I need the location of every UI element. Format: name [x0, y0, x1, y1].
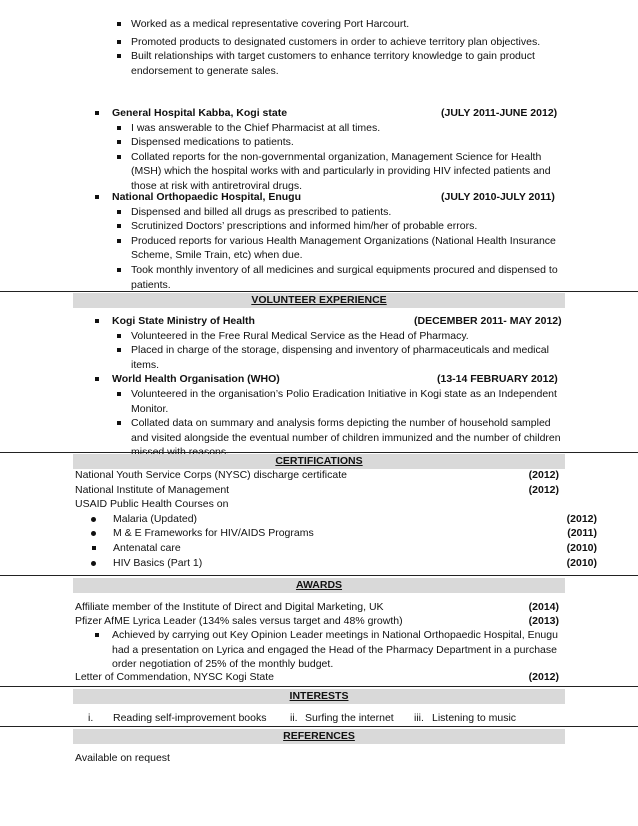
job-title-row — [0, 190, 638, 205]
bullet-dot-icon — [91, 561, 96, 566]
bullet-dot-icon — [91, 517, 96, 522]
award-text: Affiliate member of the Institute of Direct and Digital Marketing, UK — [75, 601, 384, 613]
cert-text: National Institute of Management — [75, 484, 230, 496]
course-text: Antenatal care — [113, 542, 181, 554]
cert-line — [75, 483, 559, 498]
list-item — [0, 219, 638, 234]
section-heading-references: REFERENCES — [73, 729, 565, 744]
list-item — [0, 17, 638, 32]
bullet-text: Produced reports for various Health Management Organizations (National Health Insurance Scheme, Smile Train, etc) when due. — [131, 234, 556, 262]
cert-year: (2012) — [528, 469, 559, 481]
list-item — [0, 343, 638, 372]
award-text: Pfizer AfME Lyrica Leader (134% sales versus target and 48% growth) — [75, 615, 403, 627]
course-text: M & E Frameworks for HIV/AIDS Programs — [113, 527, 314, 539]
bullet-text: Took monthly inventory of all medicines and surgical equipments procured and dispensed to patients. — [131, 263, 558, 291]
course-item — [75, 526, 597, 541]
course-text: Malaria (Updated) — [113, 513, 198, 525]
award-detail — [0, 628, 638, 672]
award-line — [75, 600, 559, 615]
bullet-text: Worked as a medical representative covering Port Harcourt. — [131, 18, 410, 30]
divider — [0, 452, 638, 453]
bullet-text: Collated reports for the non-governmental organization, Management Science for Health (MSH) which the hospital works with and particularly in providing HIV infected patients and those at risk with antiretroviral drugs. — [131, 150, 551, 192]
list-item — [0, 263, 638, 292]
volunteer-dates: (13-14 FEBRUARY 2012) — [437, 373, 558, 386]
job-kabba — [0, 106, 638, 194]
interest-num: ii. — [290, 712, 298, 724]
job-title: General Hospital Kabba, Kogi state — [112, 107, 288, 119]
cert-line — [75, 468, 559, 483]
bullet-text: Placed in charge of the storage, dispensing and inventory of pharmaceuticals and medical items. — [131, 344, 549, 371]
bullet-text: Dispensed and billed all drugs as prescribed to patients. — [131, 205, 392, 218]
award-line — [75, 670, 559, 685]
award-year: (2012) — [528, 671, 559, 683]
volunteer-title: Kogi State Ministry of Health — [112, 315, 255, 327]
list-item — [0, 387, 638, 416]
divider — [0, 291, 638, 292]
course-year: (2011) — [567, 527, 597, 539]
job-enugu — [0, 190, 638, 292]
bullet-text: Promoted products to designated customers in order to achieve territory plan objectives. — [131, 35, 541, 48]
volunteer-title: World Health Organisation (WHO) — [112, 373, 280, 386]
volunteer-title-row — [0, 372, 638, 387]
references-text: Available on request — [75, 752, 170, 764]
bullet-text: Dispensed medications to patients. — [131, 136, 294, 149]
divider — [0, 686, 638, 687]
award-line — [75, 614, 559, 629]
interest-text: Listening to music — [432, 712, 517, 724]
list-item — [0, 35, 638, 50]
bullet-text: Volunteered in the organisation’s Polio Eradication Initiative in Kogi state as an Independent Monitor. — [131, 387, 557, 415]
interests-row — [75, 711, 559, 726]
job-dates: (JULY 2011-JUNE 2012) — [441, 107, 558, 119]
bullet-text: Volunteered in the Free Rural Medical Service as the Head of Pharmacy. — [131, 329, 469, 342]
list-item — [0, 628, 638, 672]
job-dates: (JULY 2010-JULY 2011) — [441, 191, 555, 203]
bullet-text: Scrutinized Doctors’ prescriptions and informed him/her of probable errors. — [131, 220, 478, 233]
volunteer-section — [0, 314, 638, 460]
experience-top — [0, 17, 638, 78]
award-year: (2013) — [528, 615, 559, 627]
section-heading-certifications: CERTIFICATIONS — [73, 454, 565, 469]
section-heading-interests: INTERESTS — [73, 689, 565, 704]
award-year: (2014) — [528, 601, 559, 613]
bullet-dot-icon — [91, 531, 96, 536]
interest-text: Surfing the internet — [305, 712, 394, 724]
divider — [0, 726, 638, 727]
interest-num: iii. — [414, 712, 424, 724]
list-item — [0, 234, 638, 263]
section-heading-volunteer: VOLUNTEER EXPERIENCE — [73, 293, 565, 308]
job-title: National Orthopaedic Hospital, Enugu — [112, 191, 302, 203]
divider — [0, 575, 638, 576]
cert-year: (2012) — [528, 484, 559, 496]
interest-num: i. — [88, 712, 94, 724]
bullet-text: Collated data on summary and analysis forms depicting the number of household sampled and visited alongside the eventual number of children immunized and the number of children — [131, 417, 561, 444]
bullet-text: Built relationships with target customers to enhance territory knowledge to gain product endorsement to generate sales. — [131, 50, 535, 77]
list-item — [0, 329, 638, 344]
course-item — [75, 512, 597, 527]
list-item — [0, 150, 638, 194]
course-text: HIV Basics (Part 1) — [113, 557, 203, 569]
list-item — [0, 135, 638, 150]
award-text: Letter of Commendation, NYSC Kogi State — [75, 671, 275, 683]
bullet-text: I was answerable to the Chief Pharmacist at all times. — [131, 121, 381, 134]
interest-text: Reading self-improvement books — [113, 712, 267, 724]
course-year: (2012) — [566, 513, 597, 525]
course-year: (2010) — [566, 542, 597, 554]
section-heading-awards: AWARDS — [73, 578, 565, 593]
cert-text: USAID Public Health Courses on — [75, 498, 229, 510]
course-item — [75, 556, 597, 571]
course-year: (2010) — [566, 557, 597, 569]
volunteer-title-row — [0, 314, 638, 329]
list-item — [0, 49, 638, 78]
list-item — [0, 205, 638, 220]
cert-text: National Youth Service Corps (NYSC) discharge certificate — [75, 469, 347, 481]
award-detail-text: Achieved by carrying out Key Opinion Leader meetings in National Orthopaedic Hospital, Enugu had a presentation on Lyrica and engaged the Head of the Pharmacy Department in a purchase order negotiation of 25% of the monthly budget. — [112, 629, 558, 671]
cert-line — [75, 497, 559, 512]
list-item — [0, 121, 638, 136]
course-item — [75, 541, 597, 556]
job-title-row — [0, 106, 638, 121]
volunteer-dates: (DECEMBER 2011- MAY 2012) — [414, 315, 562, 327]
bullet-square-icon — [92, 546, 96, 550]
